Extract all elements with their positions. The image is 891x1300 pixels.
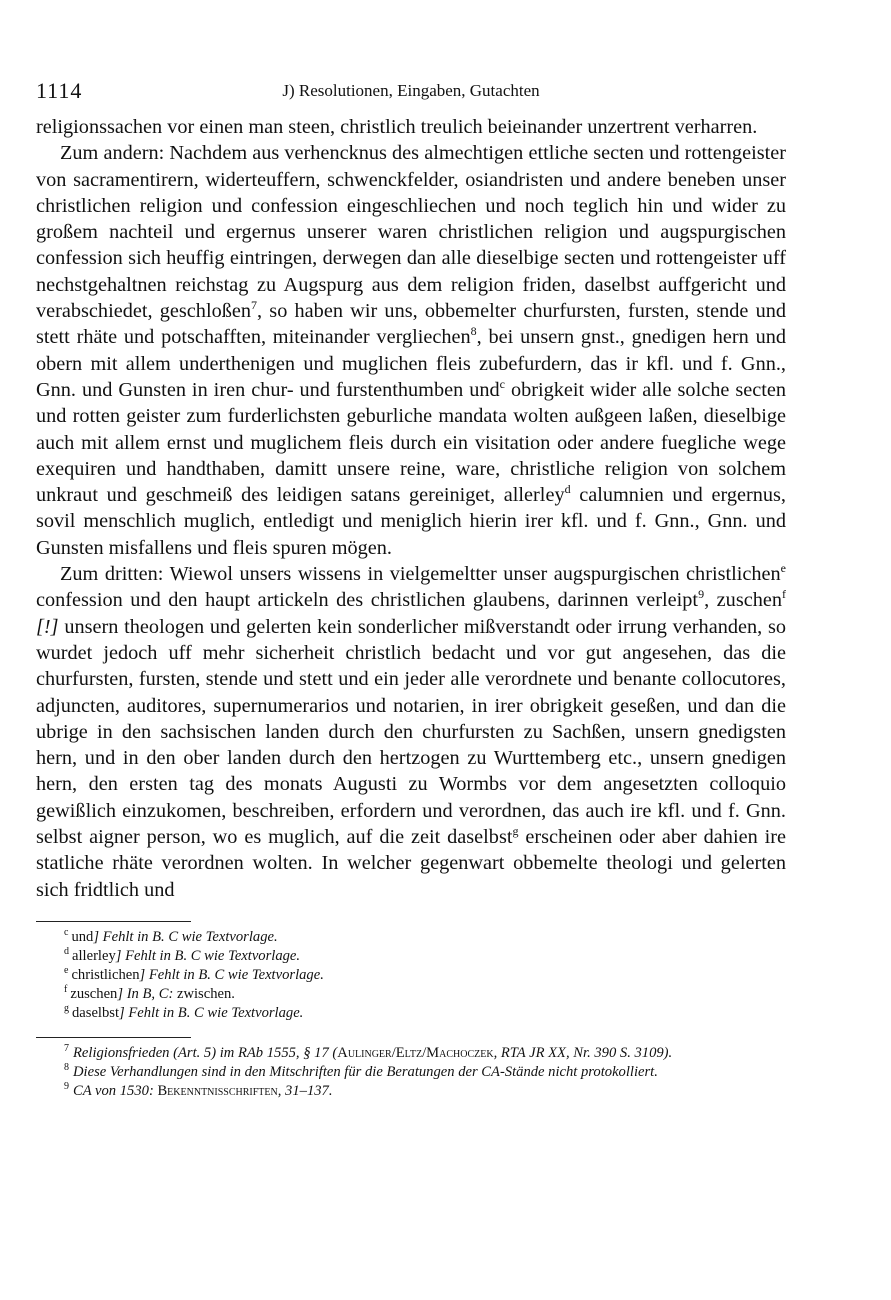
paragraph-1-text: religionssachen vor einen man steen, christlich treulich beieinander unzertrent verharren. [36, 116, 758, 138]
footnote-ref-9: 9 [698, 587, 705, 602]
main-text [36, 114, 786, 903]
critical-apparatus [36, 928, 786, 1023]
p2-seg-d: obrigkeit wider alle solche secten und rotten geister zum furderlichsten geburliche mandata wolten außgeen laßen, dieselbige auch mit allem ernst und muglichem fleis durch ein visitation oder andere fuegliche wege exequiren und handthaben, damitt unsere reine, ware, christliche religion von solchem unkraut und geschmeiß des leidigen satans gereiniget, allerley [36, 378, 786, 507]
p2-seg-b: , so haben wir uns, obbemelter churfursten, fursten, stende und stett rhäte und potschafften, miteinander vergliechen [36, 300, 786, 349]
apparatus-ref-c: c [499, 377, 505, 392]
p3-seg-c: , zuschen [704, 589, 782, 612]
footnote-ref-7: 7 [251, 298, 258, 313]
apparatus-note-g: $^g$ daselbst] Fehlt in B. C wie Textvorlage. [64, 1003, 304, 1021]
apparatus-note-c: $^c$ und] Fehlt in B. C wie Textvorlage. [64, 927, 278, 945]
footnote-8: $^8$ Diese Verhandlungen sind in den Mitschriften für die Beratungen der CA-Stände nicht protokolliert. [64, 1062, 658, 1080]
footnote-7: $^7$ Religionsfrieden (Art. 5) im RAb 1555, § 17 (Aulinger/Eltz/Machoczek, RTA JR XX, Nr. 390 S. 3109). [64, 1043, 673, 1061]
p3-seg-e: erscheinen oder aber dahien ire statliche rhäte verordnen wolten. In welcher gegenwart obbemelte theologi und gelerten sich fridtlich und [36, 826, 786, 901]
apparatus-note-f: $^f$ zuschen] In B, C: zwischen. [64, 984, 235, 1002]
document-page [36, 78, 786, 1101]
p3-seg-d: unsern theologen und gelerten kein sonderlicher mißverstandt oder irrung verhanden, so wurdet jedoch uff mehr sicherheit christlich bedacht und vor gut angesehen, das die churfursten, fursten, stende und stett und ein jeder alle verordnete und benante collocutores, adjuncten, auditores, supernumerarios und notarien, in irer obrigkeit geseßen, und dan die ubrige in den sachsischen landen durch den churfursten zu Sachßen, unsern gnedigsten hern, und in den ober landen durch den hertzogen zu Wurttemberg etc., unsern gnedigen hern, den ersten tag des monats Augusti zu Wormbs vor dem angesetzten colloquio gewißlich einzukomen, beschreiben, erfordern und verordnen, das auch ire kfl. und f. Gnn. selbst aigner person, wo es muglich, auf die zeit daselbst [36, 615, 786, 849]
apparatus-divider [36, 921, 191, 922]
page-header [36, 78, 786, 114]
p2-seg-e: calumnien und ergernus, sovil menschlich muglich, entledigt und meniglich hierin irer kfl. und f. Gnn., Gnn. und Gunsten misfallens und fleis spuren mögen. [36, 484, 786, 559]
apparatus-note-d: $^d$ allerley] Fehlt in B. C wie Textvorlage. [64, 946, 301, 964]
paragraph-3 [36, 561, 786, 903]
paragraph-1 [36, 114, 786, 140]
p2-seg-c: , bei unsern gnst., gnedigen hern und obern mit allem underthenigen und muglichen fleis zubefurdern, das ir kfl. und f. Gnn., Gnn. und Gunsten in iren chur- und furstenthumben und [36, 326, 786, 401]
footnote-9: $^9$ CA von 1530: Bekenntnisschriften, 31–137. [64, 1081, 333, 1099]
p3-seg-b: confession und den haupt artickeln des christlichen glaubens, darinnen verleipt [36, 589, 699, 612]
apparatus-ref-d: d [564, 482, 571, 497]
p3-editorial-mark: [!] [36, 615, 59, 638]
footnote-divider [36, 1037, 191, 1038]
footnote-ref-8: 8 [470, 324, 477, 339]
apparatus-note-e: $^e$ christlichen] Fehlt in B. C wie Textvorlage. [64, 965, 324, 983]
apparatus-ref-g: g [512, 824, 519, 839]
paragraph-2 [36, 140, 786, 561]
page-number: 1114 [36, 78, 83, 103]
apparatus-ref-f: f [782, 587, 786, 602]
p3-seg-a: Zum dritten: Wiewol unsers wissens in vielgemeltter unser augspurgischen christlichen [60, 563, 781, 586]
p2-seg-a: Zum andern: Nachdem aus verhencknus des almechtigen ettliche secten und rottengeister von sacramentirern, widerteuffern, schwenckfelder, osiandristen und andere beneben unser christlichen religion und confession eingeschliechen und noch teglich hin und wider zu großem nachteil und ergernus unserer waren christlichen religion und augspurgischen confession sich heuffig eintringen, derwegen dan alle dieselbige secten und rottengeister uff nechstgehaltnen reichstag zu Augspurg aus dem religion friden, daselbst auffgericht und verabschiedet, geschloßen [36, 142, 786, 323]
running-title: J) Resolutionen, Eingaben, Gutachten [282, 81, 540, 100]
apparatus-ref-e: e [780, 561, 786, 576]
footnotes [36, 1044, 786, 1101]
